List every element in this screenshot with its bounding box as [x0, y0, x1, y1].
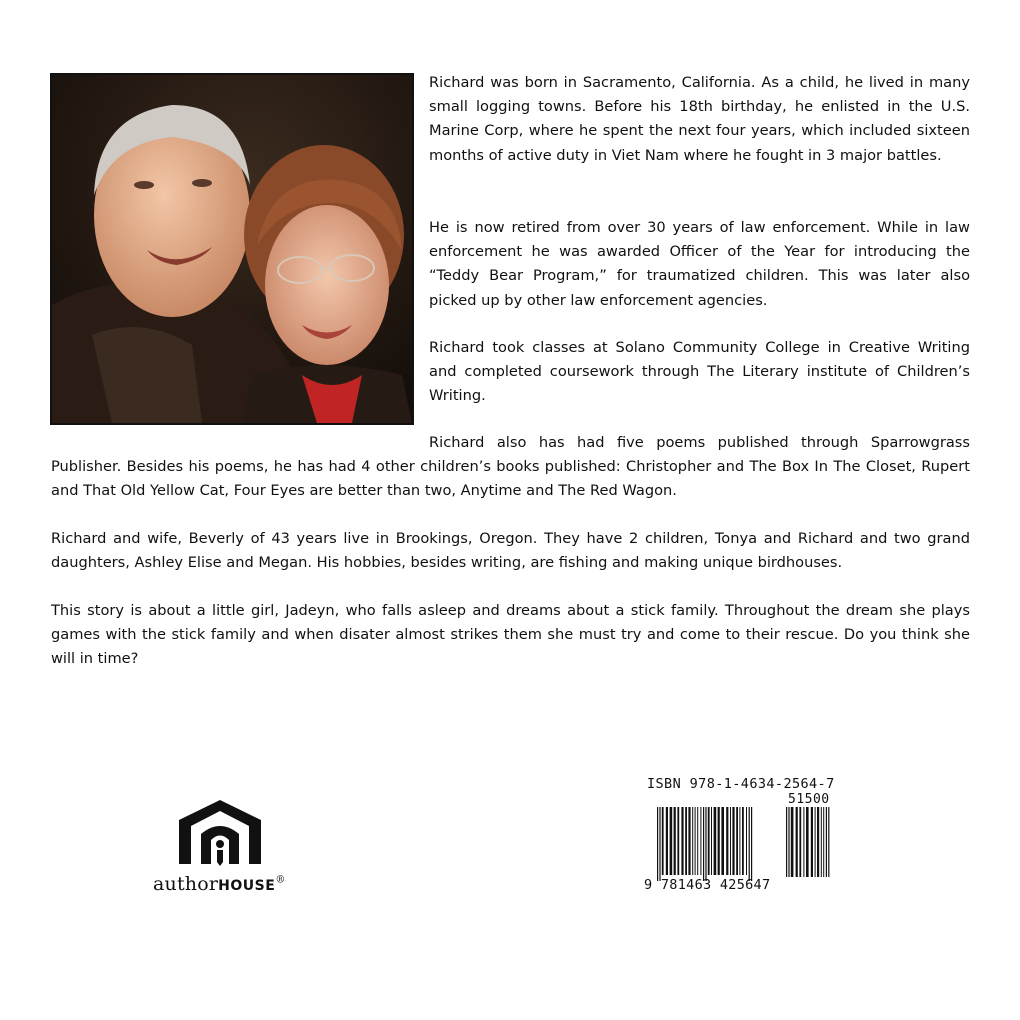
barcode-bar [751, 807, 752, 881]
bio-paragraph-career: He is now retired from over 30 years of law enforcement. While in law enforcement he was awarded Officer of the Year for introducing the “Teddy Bear Program,” for traumatized children. This was later also picked up by other law enforcement agencies. [429, 219, 970, 309]
publisher-name-author: author [153, 873, 219, 895]
barcode-bar [714, 807, 717, 875]
barcode-bar [711, 807, 712, 875]
barcode-bar [718, 807, 720, 875]
author-photo-image [52, 75, 412, 423]
author-photo [50, 73, 414, 425]
price-addon-code: 51500 [788, 792, 830, 807]
barcode-bar [749, 807, 750, 881]
barcode-bar [657, 807, 658, 881]
barcode-bar [742, 807, 744, 875]
barcode-bar [681, 807, 683, 875]
barcode-bar [826, 807, 827, 877]
barcode-digits: 9 781463 425647 [644, 877, 771, 893]
barcode-bar [721, 807, 724, 875]
bio-paragraph-publications: Richard also has had five poems published through Sparrowgrass Publisher. Besides his poems, he has had 4 other children’s books published: Christopher and The Box In The Closet, Rupert and That Old Yellow Cat, Four Eyes are better than two, Anytime and The Red Wagon. [51, 434, 970, 500]
addon-bars [786, 807, 848, 877]
barcode-bar [817, 807, 819, 877]
barcode-bar [786, 807, 787, 877]
barcode-bar [677, 807, 679, 875]
barcode-bar [736, 807, 738, 875]
barcode-bar [703, 807, 704, 881]
ean13-bars [657, 807, 777, 883]
barcode-bar [806, 807, 809, 877]
isbn-label: ISBN 978-1-4634-2564-7 [647, 776, 835, 792]
barcode-bar [746, 807, 747, 875]
barcode-bar [692, 807, 693, 875]
barcode-bar [788, 807, 789, 877]
barcode-bar [685, 807, 687, 875]
barcode-bar [666, 807, 668, 875]
registered-mark: ® [275, 874, 286, 886]
bio-paragraph-birth: Richard was born in Sacramento, California. As a child, he lived in many small logging towns. Before his 18th birthday, he enlisted in the U.S. Marine Corp, where he spent the next four years, which included sixteen months of active duty in Viet Nam where he fought in 3 major battles. [429, 74, 970, 164]
barcode-bar [791, 807, 794, 877]
story-summary: This story is about a little girl, Jadeyn, who falls asleep and dreams about a stick family. Throughout the dream she plays games with the stick family and when disater almost strikes them she must try and come to their rescue. Do you think she will in time? [51, 602, 970, 668]
barcode-bar [705, 807, 706, 881]
barcode-bar [670, 807, 673, 875]
bio-paragraph-education: Richard took classes at Solano Community College in Creative Writing and completed coursework through The Literary institute of Children’s Writing. [429, 339, 970, 405]
publisher-name-house: HOUSE [218, 878, 276, 894]
barcode-bar [828, 807, 829, 877]
barcode-bar [811, 807, 813, 877]
barcode-bar [799, 807, 801, 877]
isbn-barcode [640, 776, 870, 896]
barcode-bar [700, 807, 701, 875]
barcode-bar [697, 807, 698, 875]
barcode-bar [732, 807, 734, 875]
barcode-bar [662, 807, 664, 875]
barcode-bar [796, 807, 798, 877]
barcode-bar [708, 807, 710, 875]
barcode-bar [659, 807, 660, 881]
barcode-bar [730, 807, 731, 875]
bio-paragraph-family: Richard and wife, Beverly of 43 years live in Brookings, Oregon. They have 2 children, Tonya and Richard and two grand daughters, Ashley Elise and Megan. His hobbies, besides writing, are fishing and making unique birdhouses. [51, 530, 970, 572]
barcode-bar [739, 807, 740, 875]
barcode-bar [803, 807, 804, 877]
barcode-bar [815, 807, 816, 877]
barcode-bar [821, 807, 822, 877]
barcode-bar [823, 807, 824, 877]
publisher-wordmark [153, 873, 286, 895]
barcode-bar [674, 807, 676, 875]
barcode-bar [688, 807, 690, 875]
barcode-bar [695, 807, 696, 875]
barcode-bar [726, 807, 728, 875]
publisher-logo [150, 800, 300, 900]
authorhouse-logo-icon [179, 800, 261, 866]
